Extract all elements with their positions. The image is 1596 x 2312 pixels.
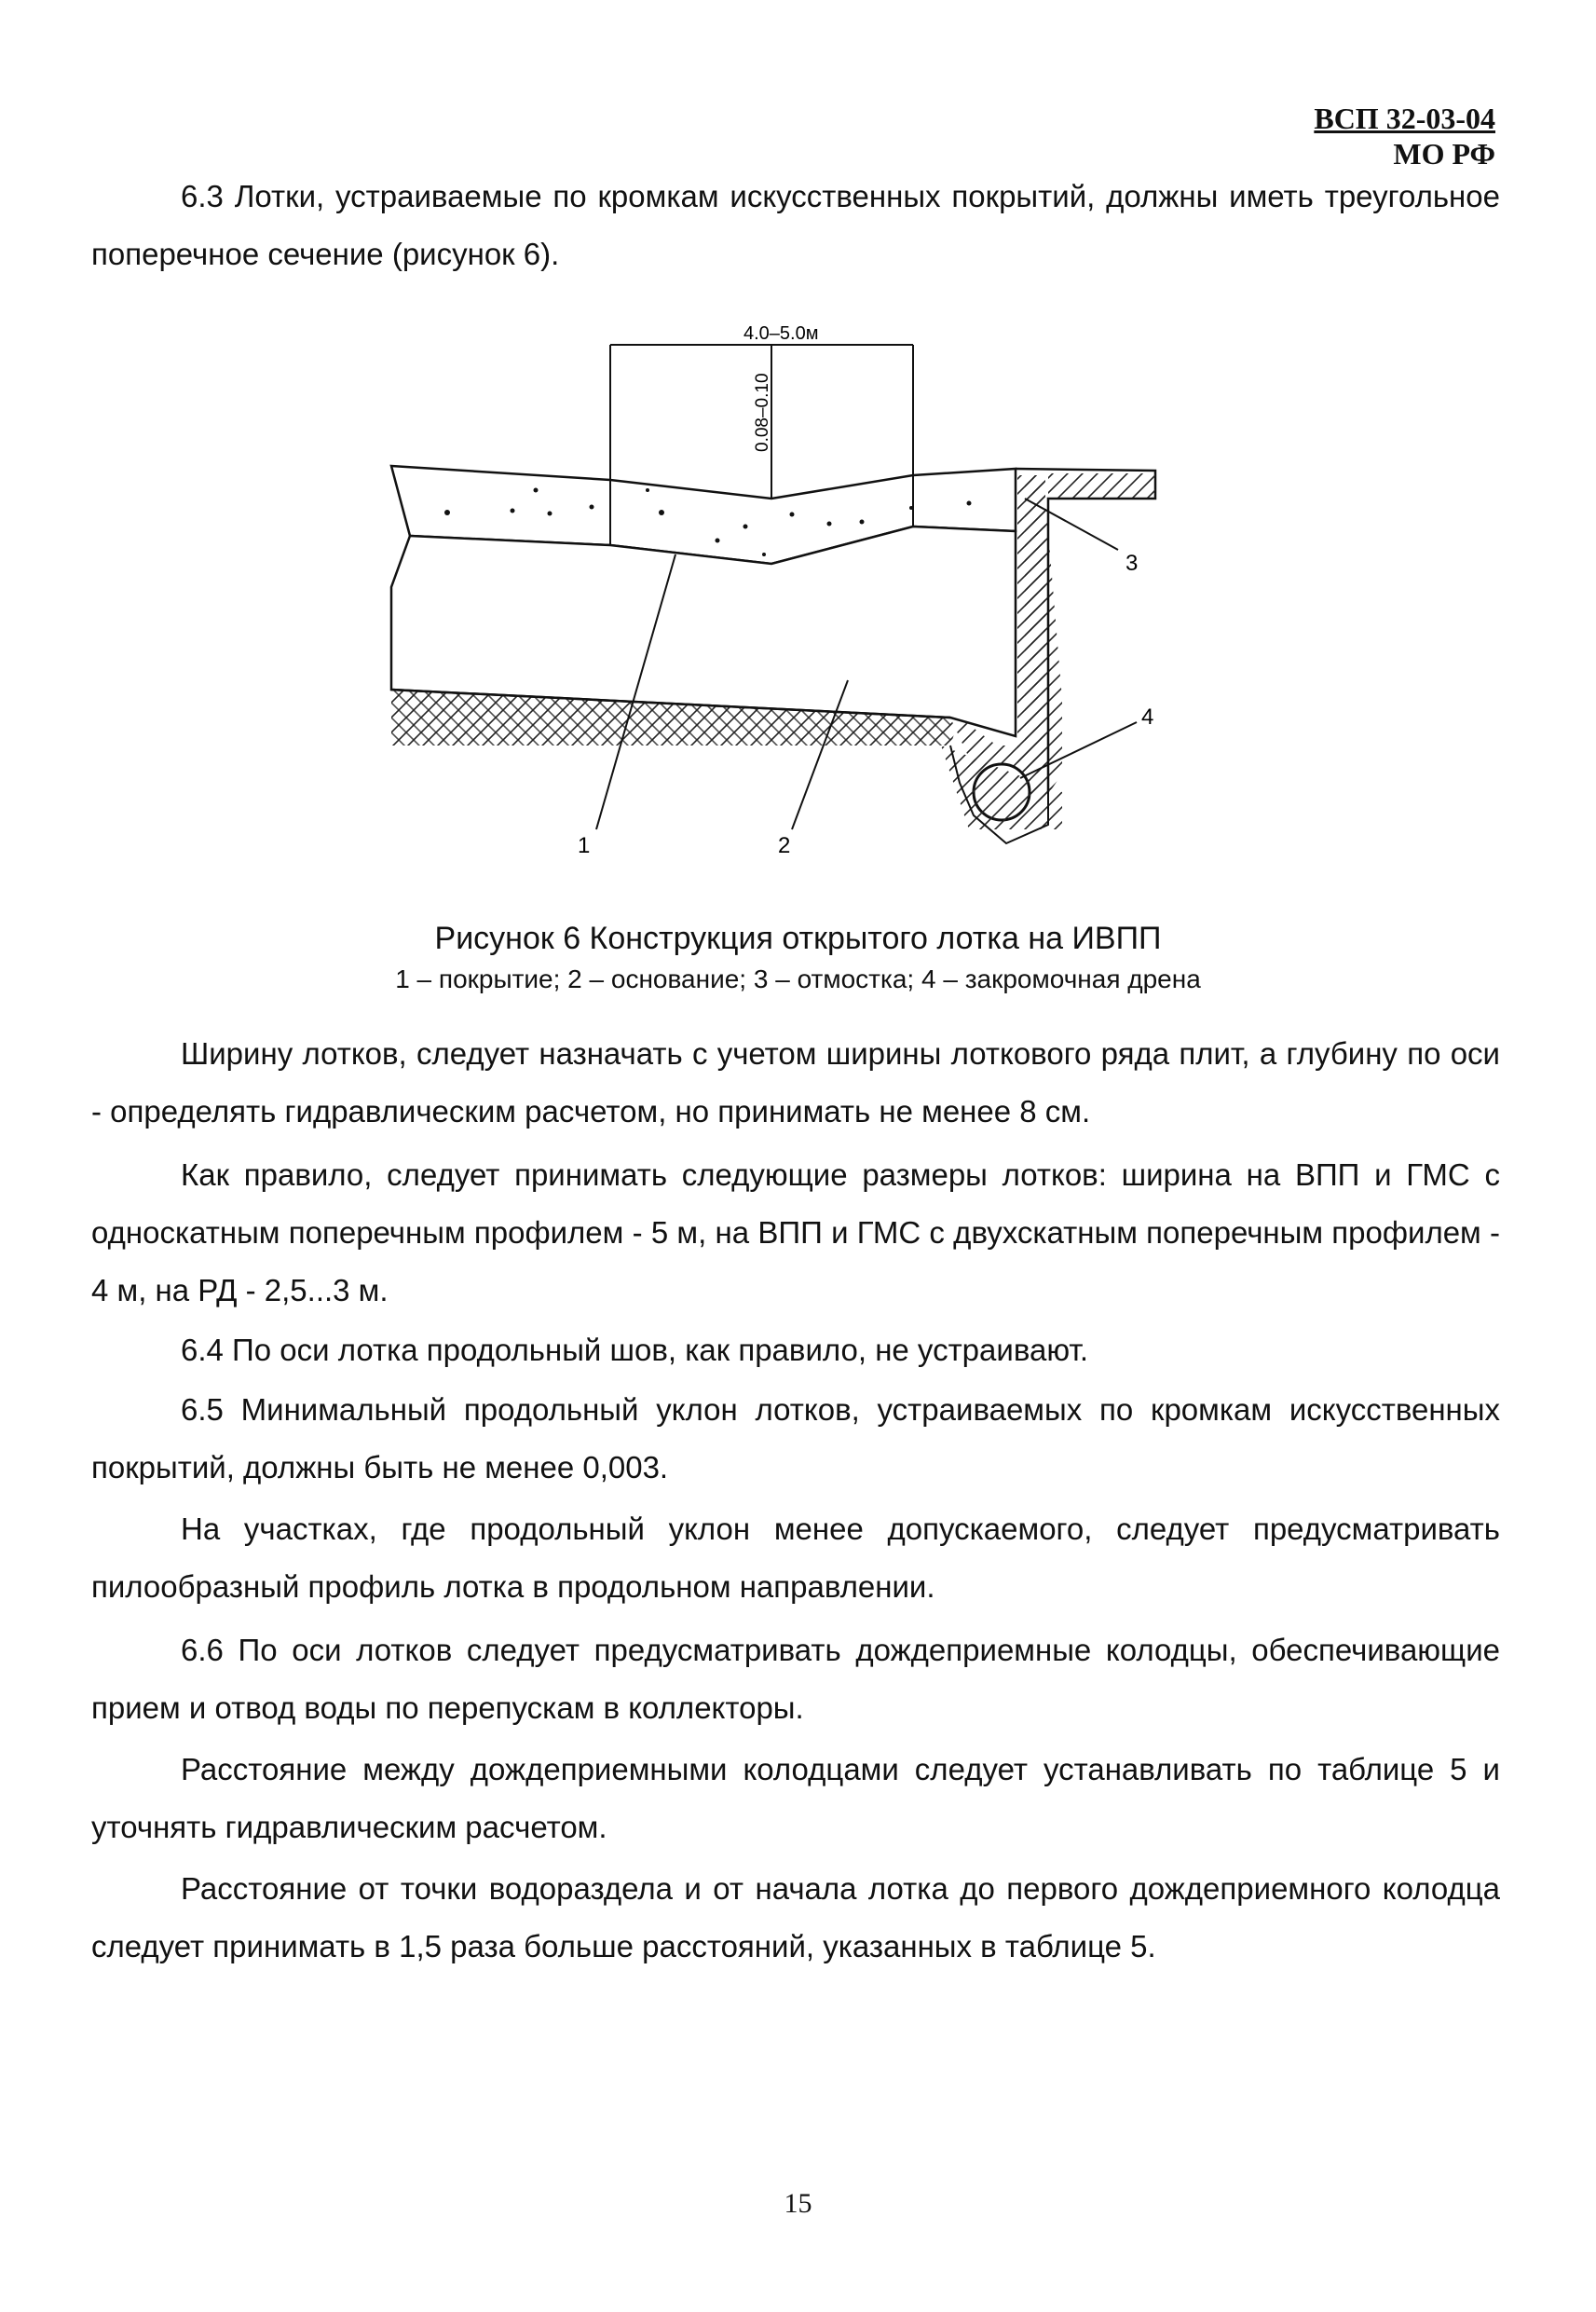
paragraph-slope-rule: На участках, где продольный уклон менее допускаемого, следует предусматривать пилообразный профиль лотка в продольном направлении. — [91, 1512, 1500, 1604]
callout-1: 1 — [578, 833, 591, 858]
figure-caption: Рисунок 6 Конструкция открытого лотка на ИВПП — [434, 921, 1162, 956]
page-number: 15 — [784, 2188, 812, 2219]
organization: МО РФ — [1393, 137, 1495, 171]
callout-3: 3 — [1125, 551, 1139, 576]
document-code: ВСП 32-03-04 — [1314, 102, 1495, 135]
paragraph-6-6: 6.6 По оси лотков следует предусматривать дождеприемные колодцы, обеспечивающие прием и отвод воды по перепускам в коллекторы. — [91, 1633, 1500, 1725]
paragraph-distance-rule: Расстояние между дождеприемными колодцами следует устанавливать по таблице 5 и уточнять гидравлическим расчетом. — [91, 1752, 1500, 1844]
dimension-depth — [753, 345, 772, 499]
paragraph-sizes-rule: Как правило, следует принимать следующие размеры лотков: ширина на ВПП и ГМС с односкатным поперечным профилем - 5 м, на ВПП и ГМС с двухскатным поперечным профилем - 4 м, на РД - 2,5...3 м. — [91, 1157, 1500, 1307]
paragraph-6-5: 6.5 Минимальный продольный уклон лотков, устраиваемых по кромкам искусственных покрытий, должны быть не менее 0,003. — [91, 1392, 1500, 1484]
depth-label: 0.08–0.10 — [753, 373, 772, 452]
paragraph-6-3: 6.3 Лотки, устраиваемые по кромкам искусственных покрытий, должны иметь треугольное поперечное сечение (рисунок 6). — [91, 179, 1500, 271]
figure-6-drawing — [354, 308, 1193, 904]
callout-4: 4 — [1141, 705, 1154, 730]
figure-legend: 1 – покрытие; 2 – основание; 3 – отмостка; 4 – закромочная дрена — [395, 964, 1201, 993]
paragraph-width-rule: Ширину лотков, следует назначать с учетом ширины лоткового ряда плит, а глубину по оси - определять гидравлическим расчетом, но принимать не менее 8 см. — [91, 1036, 1500, 1129]
callout-2: 2 — [778, 833, 791, 858]
paragraph-watershed-rule: Расстояние от точки водораздела и от начала лотка до первого дождеприемного колодца следует принимать в 1,5 раза больше расстояний, указанных в таблице 5. — [91, 1871, 1500, 1963]
paragraph-6-4: 6.4 По оси лотка продольный шов, как правило, не устраивают. — [181, 1333, 1088, 1367]
width-label: 4.0–5.0м — [743, 323, 819, 344]
page-header — [1314, 101, 1495, 171]
